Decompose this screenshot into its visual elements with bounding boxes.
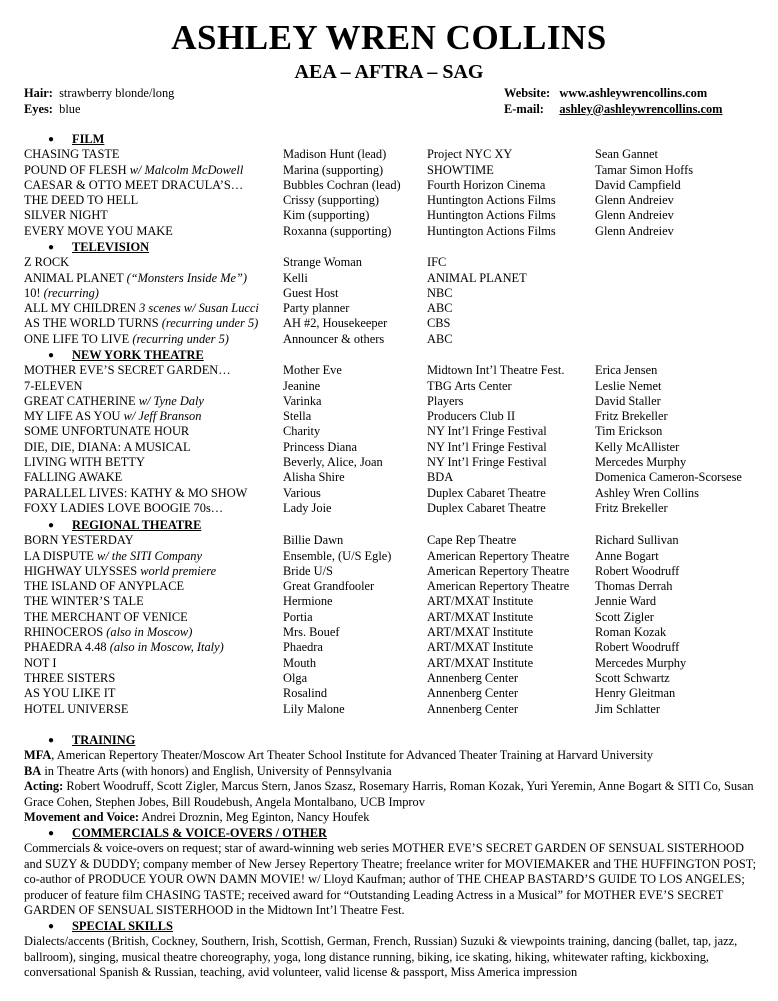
- training-mfa: [24, 748, 759, 764]
- credit-company: CBS: [427, 316, 451, 331]
- credit-title: [24, 424, 189, 439]
- credit-company: Fourth Horizon Cinema: [427, 177, 546, 192]
- credit-director: Glenn Andreiev: [595, 193, 674, 208]
- credit-role: Marina (supporting): [283, 162, 384, 177]
- credit-director: David Campfield: [595, 177, 681, 192]
- production-title: AS YOU LIKE IT: [24, 686, 116, 701]
- production-note: (also in Moscow, Italy): [109, 640, 224, 655]
- production-note: (recurring under 5): [132, 331, 229, 346]
- training-title: TRAINING: [72, 733, 136, 747]
- regional-theatre-section: [24, 518, 764, 717]
- credit-director: Erica Jensen: [595, 363, 658, 378]
- regional-theatre-credits: [24, 533, 764, 717]
- credit-company: ANIMAL PLANET: [427, 270, 527, 285]
- production-title: ONE LIFE TO LIVE: [24, 331, 130, 346]
- production-title: EVERY MOVE YOU MAKE: [24, 223, 173, 238]
- credit-director: Leslie Nemet: [595, 378, 662, 393]
- production-title: HIGHWAY ULYSSES: [24, 563, 138, 578]
- credit-row: [24, 255, 764, 270]
- credit-role: Lily Malone: [283, 701, 345, 716]
- credit-title: [24, 579, 184, 594]
- bullet-icon: ●: [48, 828, 55, 839]
- credit-title: [24, 549, 202, 564]
- bullet-icon: ●: [48, 520, 55, 531]
- credit-director: Glenn Andreiev: [595, 208, 674, 223]
- production-note: world premiere: [140, 563, 217, 578]
- production-title: NOT I: [24, 655, 57, 670]
- credit-director: Thomas Derrah: [595, 579, 673, 594]
- credit-director: Glenn Andreiev: [595, 223, 674, 238]
- production-title: CAESAR & OTTO MEET DRACULA’S…: [24, 177, 244, 192]
- credit-role: Announcer & others: [283, 331, 385, 346]
- credit-company: NY Int’l Fringe Festival: [427, 439, 547, 454]
- credit-title: [24, 594, 144, 609]
- credit-company: NBC: [427, 285, 453, 300]
- credit-row: [24, 455, 764, 470]
- credit-title: [24, 440, 191, 455]
- credit-company: Producers Club II: [427, 409, 516, 424]
- credit-role: Jeanine: [283, 378, 321, 393]
- credit-director: Mercedes Murphy: [595, 655, 687, 670]
- credit-title: [24, 470, 122, 485]
- credit-row: [24, 379, 764, 394]
- credit-director: Robert Woodruff: [595, 640, 680, 655]
- credit-row: [24, 610, 764, 625]
- credit-company: American Repertory Theatre: [427, 563, 570, 578]
- credit-row: [24, 193, 764, 208]
- movement-text: Andrei Droznin, Meg Eginton, Nancy Houfek: [138, 810, 370, 825]
- credit-company: American Repertory Theatre: [427, 579, 570, 594]
- credit-director: David Staller: [595, 393, 661, 408]
- credit-role: Portia: [283, 609, 313, 624]
- credit-role: Mouth: [283, 655, 317, 670]
- credit-title: [24, 702, 129, 717]
- credit-role: Party planner: [283, 301, 350, 316]
- production-title: PHAEDRA 4.48: [24, 640, 107, 655]
- credit-role: Strange Woman: [283, 255, 362, 270]
- credit-title: [24, 610, 188, 625]
- skills-text: Dialects/accents (British, Cockney, Southern, Irish, Scottish, German, French, Russian) Suzuki & viewpoints training, dancing (ballet, tap, jazz, ballroom), singing, musical theatre choreography, yoga, long distance running, biking, ice skating, hiking, whitewater rafting, kickboxing, conversational Spanish & Russian, teaching, avid volunteer, valid license & passport, Miss America impression: [24, 934, 738, 980]
- credit-role: Great Grandfooler: [283, 579, 375, 594]
- credit-title: [24, 178, 243, 193]
- credit-row: [24, 178, 764, 193]
- regional-theatre-heading: [24, 518, 764, 533]
- credit-row: [24, 332, 764, 347]
- production-note: w/ Tyne Daly: [138, 393, 204, 408]
- credit-row: [24, 656, 764, 671]
- credit-role: Lady Joie: [283, 500, 332, 515]
- credit-row: [24, 440, 764, 455]
- production-title: SOME UNFORTUNATE HOUR: [24, 424, 190, 439]
- commercials-section: [24, 826, 759, 919]
- production-title: Z ROCK: [24, 255, 70, 270]
- credit-director: Jim Schlatter: [595, 701, 661, 716]
- credit-title: [24, 671, 115, 686]
- production-title: FALLING AWAKE: [24, 470, 123, 485]
- credit-company: IFC: [427, 255, 447, 270]
- ny-theatre-title: NEW YORK THEATRE: [72, 348, 204, 362]
- credit-title: [24, 301, 259, 316]
- credit-director: Ashley Wren Collins: [595, 485, 699, 500]
- training-heading: [24, 733, 759, 748]
- bullet-icon: ●: [48, 242, 55, 253]
- contact-info: [504, 86, 723, 117]
- credit-role: Bride U/S: [283, 563, 333, 578]
- credit-company: ART/MXAT Institute: [427, 594, 534, 609]
- credit-company: BDA: [427, 470, 454, 485]
- credit-director: Tim Erickson: [595, 424, 663, 439]
- production-note: (recurring): [43, 285, 99, 300]
- credit-company: ABC: [427, 331, 453, 346]
- credit-title: [24, 286, 99, 301]
- credit-row: [24, 702, 764, 717]
- credit-title: [24, 193, 138, 208]
- credit-company: ART/MXAT Institute: [427, 625, 534, 640]
- production-title: 7-ELEVEN: [24, 378, 83, 393]
- credit-director: Sean Gannet: [595, 147, 658, 162]
- credit-role: Madison Hunt (lead): [283, 147, 387, 162]
- production-note: (also in Moscow): [106, 625, 193, 640]
- credit-role: Phaedra: [283, 640, 323, 655]
- television-title: TELEVISION: [72, 240, 150, 254]
- credit-role: Varinka: [283, 393, 322, 408]
- acting-text: Robert Woodruff, Scott Zigler, Marcus Stern, Janos Szasz, Rosemary Harris, Roman Kozak, Yuri Yeremin, Anne Bogart & SITI Co, Susan Grace Cohen, Stephen Jobes, Bill Roudebush, Angela Montalbano, UCB Improv: [24, 779, 754, 809]
- credit-row: [24, 147, 764, 162]
- credit-director: Scott Schwartz: [595, 670, 670, 685]
- ba-text: in Theatre Arts (with honors) and English, University of Pennsylvania: [41, 763, 392, 778]
- credit-row: [24, 316, 764, 331]
- credit-company: Annenberg Center: [427, 701, 518, 716]
- credit-row: [24, 409, 764, 424]
- credit-role: Hermione: [283, 594, 333, 609]
- television-section: [24, 240, 764, 347]
- credit-director: Richard Sullivan: [595, 533, 679, 548]
- credit-role: Kelli: [283, 270, 308, 285]
- website-label: Website:: [504, 86, 551, 100]
- credit-role: Roxanna (supporting): [283, 223, 392, 238]
- production-title: POUND OF FLESH: [24, 162, 127, 177]
- credit-row: [24, 301, 764, 316]
- credit-row: [24, 470, 764, 485]
- credit-row: [24, 208, 764, 223]
- credit-role: Mrs. Bouef: [283, 625, 340, 640]
- credit-company: Huntington Actions Films: [427, 208, 556, 223]
- film-credits: [24, 147, 764, 239]
- acting-label: Acting:: [24, 779, 64, 794]
- film-title: FILM: [72, 132, 105, 146]
- credit-role: Beverly, Alice, Joan: [283, 455, 383, 470]
- credit-title: [24, 409, 201, 424]
- skills-section: [24, 919, 759, 981]
- credit-role: Crissy (supporting): [283, 193, 380, 208]
- credit-company: Midtown Int’l Theatre Fest.: [427, 363, 565, 378]
- ny-theatre-credits: [24, 363, 764, 516]
- production-title: CHASING TASTE: [24, 147, 120, 162]
- skills-heading: [24, 919, 759, 934]
- credit-row: [24, 533, 764, 548]
- production-title: HOTEL UNIVERSE: [24, 701, 129, 716]
- credit-title: [24, 363, 231, 378]
- production-title: THE MERCHANT OF VENICE: [24, 609, 188, 624]
- training-section: [24, 733, 759, 826]
- ba-label: BA: [24, 763, 42, 778]
- production-note: (recurring under 5): [161, 316, 259, 331]
- credit-company: ART/MXAT Institute: [427, 640, 534, 655]
- credit-director: Anne Bogart: [595, 548, 659, 563]
- credit-director: Tamar Simon Hoffs: [595, 162, 694, 177]
- credit-row: [24, 549, 764, 564]
- credit-title: [24, 533, 134, 548]
- credit-title: [24, 640, 224, 655]
- credit-role: Rosalind: [283, 686, 328, 701]
- credit-company: Project NYC XY: [427, 147, 513, 162]
- email-link[interactable]: ashley@ashleywrencollins.com: [559, 101, 723, 116]
- email-label: E-mail:: [504, 101, 544, 116]
- production-title: RHINOCEROS: [24, 625, 104, 640]
- film-heading: [24, 132, 764, 147]
- credit-role: Princess Diana: [283, 439, 357, 454]
- bullet-icon: ●: [48, 350, 55, 361]
- production-title: THE DEED TO HELL: [24, 193, 139, 208]
- credit-title: [24, 163, 243, 178]
- production-title: BORN YESTERDAY: [24, 533, 134, 548]
- website-link[interactable]: www.ashleywrencollins.com: [559, 86, 708, 100]
- credit-role: Kim (supporting): [283, 208, 370, 223]
- production-title: MOTHER EVE’S SECRET GARDEN…: [24, 363, 231, 378]
- credit-company: Players: [427, 393, 464, 408]
- credit-title: [24, 147, 120, 162]
- credit-director: Fritz Brekeller: [595, 500, 668, 515]
- credit-company: Cape Rep Theatre: [427, 533, 517, 548]
- credit-row: [24, 394, 764, 409]
- movement-label: Movement and Voice:: [24, 810, 139, 825]
- credit-director: Roman Kozak: [595, 625, 667, 640]
- production-title: 10!: [24, 285, 41, 300]
- credit-company: Duplex Cabaret Theatre: [427, 485, 546, 500]
- credit-director: Jennie Ward: [595, 594, 657, 609]
- hair-value: strawberry blonde/long: [59, 86, 175, 100]
- credit-director: Robert Woodruff: [595, 563, 680, 578]
- credit-director: Kelly McAllister: [595, 439, 680, 454]
- credit-row: [24, 686, 764, 701]
- production-title: SILVER NIGHT: [24, 208, 108, 223]
- credit-role: Various: [283, 485, 321, 500]
- bullet-icon: ●: [48, 134, 55, 145]
- resume-name: ASHLEY WREN COLLINS: [171, 18, 607, 57]
- credit-company: Huntington Actions Films: [427, 193, 556, 208]
- credit-row: [24, 486, 764, 501]
- credit-title: [24, 332, 229, 347]
- credit-row: [24, 640, 764, 655]
- credit-row: [24, 594, 764, 609]
- credit-title: [24, 625, 192, 640]
- credit-title: [24, 271, 247, 286]
- film-section: [24, 132, 764, 239]
- production-title: THE WINTER’S TALE: [24, 594, 144, 609]
- eyes-label: Eyes:: [24, 101, 53, 116]
- television-credits: [24, 255, 764, 347]
- credit-company: ABC: [427, 301, 453, 316]
- production-note: w/ the SITI Company: [96, 548, 202, 563]
- production-title: LIVING WITH BETTY: [24, 455, 145, 470]
- television-heading: [24, 240, 764, 255]
- credit-title: [24, 564, 216, 579]
- credit-company: NY Int’l Fringe Festival: [427, 455, 547, 470]
- bullet-icon: ●: [48, 735, 55, 746]
- regional-theatre-title: REGIONAL THEATRE: [72, 518, 202, 532]
- production-note: w/ Jeff Branson: [123, 409, 202, 424]
- commercials-text: Commercials & voice-overs on request; star of award-winning web series MOTHER EVE’S SECRET GARDEN OF SENSUAL SISTERHOOD and SUZY & DUDDY; company member of New Jersey Repertory Theatre; freelance writer for MOVIEMAKER and THE HUFFINGTON POST; co-author of PRODUCE YOUR OWN DAMN MOVIE! w/ Lloyd Kaufman; author of THE CHEAP BASTARD’S GUIDE TO LOS ANGELES; producer of feature film CHASING TASTE; received award for “Outstanding Leading Actress in a Musical” for MOTHER EVE’S SECRET GARDEN OF SENSUAL SISTERHOOD in the Midtown Int’l Theatre Fest.: [24, 841, 757, 918]
- credit-company: ART/MXAT Institute: [427, 655, 534, 670]
- credit-company: SHOWTIME: [427, 162, 494, 177]
- credit-company: ART/MXAT Institute: [427, 609, 534, 624]
- union-affiliations: AEA – AFTRA – SAG: [294, 61, 484, 83]
- production-title: DIE, DIE, DIANA: A MUSICAL: [24, 439, 191, 454]
- credit-company: TBG Arts Center: [427, 378, 512, 393]
- production-note: w/ Malcolm McDowell: [129, 162, 244, 177]
- production-title: ALL MY CHILDREN: [24, 301, 136, 316]
- skills-title: SPECIAL SKILLS: [72, 919, 173, 933]
- credit-title: [24, 656, 56, 671]
- credit-title: [24, 394, 204, 409]
- production-title: PARALLEL LIVES: KATHY & MO SHOW: [24, 485, 248, 500]
- production-title: FOXY LADIES LOVE BOOGIE 70s…: [24, 500, 224, 515]
- production-title: THE ISLAND OF ANYPLACE: [24, 579, 185, 594]
- credit-row: [24, 625, 764, 640]
- credit-row: [24, 564, 764, 579]
- credit-director: Fritz Brekeller: [595, 409, 668, 424]
- credit-title: [24, 455, 145, 470]
- production-title: GREAT CATHERINE: [24, 393, 136, 408]
- credit-company: Huntington Actions Films: [427, 223, 556, 238]
- production-title: ANIMAL PLANET: [24, 270, 124, 285]
- credit-row: [24, 424, 764, 439]
- credit-role: Billie Dawn: [283, 533, 344, 548]
- credit-row: [24, 163, 764, 178]
- credit-company: Annenberg Center: [427, 670, 518, 685]
- hair-label: Hair:: [24, 86, 53, 100]
- training-ba: [24, 764, 759, 780]
- mfa-label: MFA: [24, 748, 52, 763]
- credit-title: [24, 255, 69, 270]
- credit-role: AH #2, Housekeeper: [283, 316, 388, 331]
- production-title: LA DISPUTE: [24, 548, 94, 563]
- credit-title: [24, 316, 258, 331]
- credit-row: [24, 286, 764, 301]
- credit-title: [24, 208, 108, 223]
- credit-role: Mother Eve: [283, 363, 342, 378]
- credit-row: [24, 271, 764, 286]
- credit-company: NY Int’l Fringe Festival: [427, 424, 547, 439]
- credit-director: Domenica Cameron-Scorsese: [595, 470, 742, 485]
- physical-info: [24, 86, 174, 117]
- credit-director: Scott Zigler: [595, 609, 654, 624]
- credit-row: [24, 671, 764, 686]
- credit-row: [24, 501, 764, 516]
- credit-company: American Repertory Theatre: [427, 548, 570, 563]
- eyes-value: blue: [59, 101, 81, 116]
- production-title: THREE SISTERS: [24, 670, 116, 685]
- credit-role: Olga: [283, 670, 308, 685]
- commercials-title: COMMERCIALS & VOICE-OVERS / OTHER: [72, 826, 327, 840]
- production-title: AS THE WORLD TURNS: [24, 316, 159, 331]
- credit-title: [24, 379, 83, 394]
- credit-row: [24, 363, 764, 378]
- production-title: MY LIFE AS YOU: [24, 409, 121, 424]
- credit-role: Stella: [283, 409, 312, 424]
- credit-company: Duplex Cabaret Theatre: [427, 500, 546, 515]
- credit-title: [24, 686, 115, 701]
- credit-director: Henry Gleitman: [595, 686, 676, 701]
- credit-company: Annenberg Center: [427, 686, 518, 701]
- credit-role: Bubbles Cochran (lead): [283, 177, 401, 192]
- ny-theatre-heading: [24, 348, 764, 363]
- credit-role: Ensemble, (U/S Egle): [283, 548, 392, 563]
- credit-row: [24, 579, 764, 594]
- mfa-text: , American Repertory Theater/Moscow Art Theater School Institute for Advanced Theater Training at Harvard University: [51, 748, 654, 763]
- credit-role: Charity: [283, 424, 321, 439]
- training-acting: [24, 779, 759, 810]
- credit-row: [24, 224, 764, 239]
- ny-theatre-section: [24, 348, 764, 516]
- credit-role: Guest Host: [283, 285, 339, 300]
- credit-title: [24, 486, 247, 501]
- credit-title: [24, 224, 173, 239]
- commercials-heading: [24, 826, 759, 841]
- training-movement: [24, 810, 759, 826]
- bullet-icon: ●: [48, 921, 55, 932]
- credit-director: Mercedes Murphy: [595, 455, 687, 470]
- production-note: 3 scenes w/ Susan Lucci: [139, 301, 259, 316]
- credit-role: Alisha Shire: [283, 470, 345, 485]
- credit-title: [24, 501, 223, 516]
- production-note: (“Monsters Inside Me”): [126, 270, 248, 285]
